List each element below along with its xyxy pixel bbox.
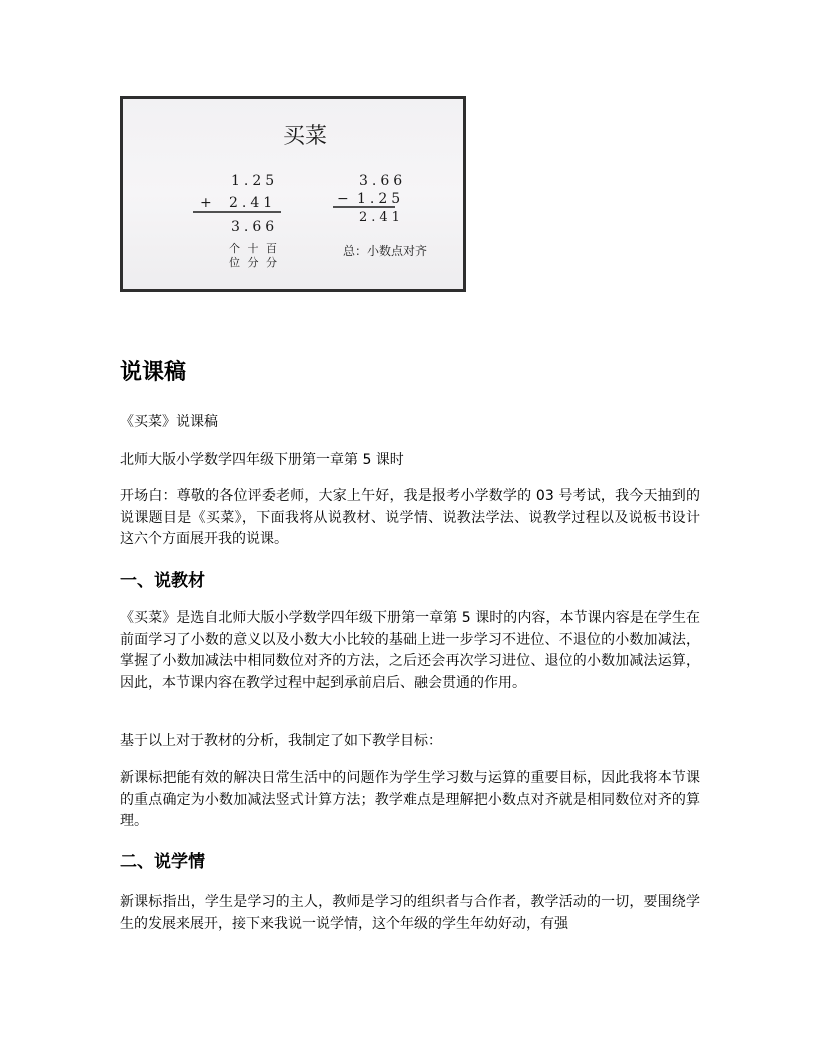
left-calc-b: 2.41 bbox=[229, 195, 277, 211]
document-subtitle: 《买菜》说课稿 bbox=[120, 414, 218, 430]
right-calc-a: 3.66 bbox=[359, 173, 407, 189]
right-calc-op: − bbox=[337, 191, 349, 207]
textbook-paragraph-2: 基于以上对于教材的分析，我制定了如下教学目标： bbox=[120, 733, 442, 749]
board-photo bbox=[120, 96, 466, 292]
place-labels-bottom: 位 分 分 bbox=[229, 256, 279, 269]
textbook-paragraph-3: 新课标把能有效的解决日常生活中的问题作为学生学习数与运算的重要目标，因此我将本节课的重点确定为小数加减法竖式计算方法；教学难点是理解把小数点对齐就是相同数位对齐的算理。 bbox=[120, 770, 700, 829]
right-calc-result: 2.41 bbox=[359, 210, 404, 225]
left-calc-op: + bbox=[200, 195, 212, 211]
board-title: 买菜 bbox=[283, 124, 328, 149]
board-surface bbox=[123, 99, 463, 289]
board-drawing bbox=[123, 99, 463, 289]
left-calc-a: 1.25 bbox=[231, 173, 279, 189]
left-calc-result: 3.66 bbox=[231, 219, 279, 235]
course-info: 北师大版小学数学四年级下册第一章第 5 课时 bbox=[120, 452, 404, 468]
document-title: 说课稿 bbox=[120, 360, 187, 385]
textbook-paragraph-1: 《买菜》是选自北师大版小学数学四年级下册第一章第 5 课时的内容，本节课内容是在学生在前面学习了小数的意义以及小数大小比较的基础上进一步学习不进位、不退位的小数加减法，掌握了小数加减法中相同数位对齐的方法，之后还会再次学习进位、退位的小数加减法运算，因此，本节课内容在教学过程中起到承前启后、融会贯通的作用。 bbox=[120, 610, 700, 691]
board-summary: 总：小数点对齐 bbox=[343, 244, 428, 258]
section-heading-students: 二、说学情 bbox=[120, 852, 205, 872]
students-paragraph-1: 新课标指出，学生是学习的主人，教师是学习的组织者与合作者，教学活动的一切，要围绕学生的发展来展开，接下来我说一说学情，这个年级的学生年幼好动，有强 bbox=[120, 894, 700, 932]
intro-paragraph: 开场白：尊敬的各位评委老师，大家上午好，我是报考小学数学的 03 号考试，我今天抽到的说课题目是《买菜》，下面我将从说教材、说学情、说教法学法、说教学过程以及说板书设计这六个方面展开我的说课。 bbox=[120, 488, 700, 547]
right-calc-b: 1.25 bbox=[357, 191, 405, 207]
section-heading-textbook: 一、说教材 bbox=[120, 571, 205, 591]
place-labels-top: 个 十 百 bbox=[229, 242, 279, 255]
